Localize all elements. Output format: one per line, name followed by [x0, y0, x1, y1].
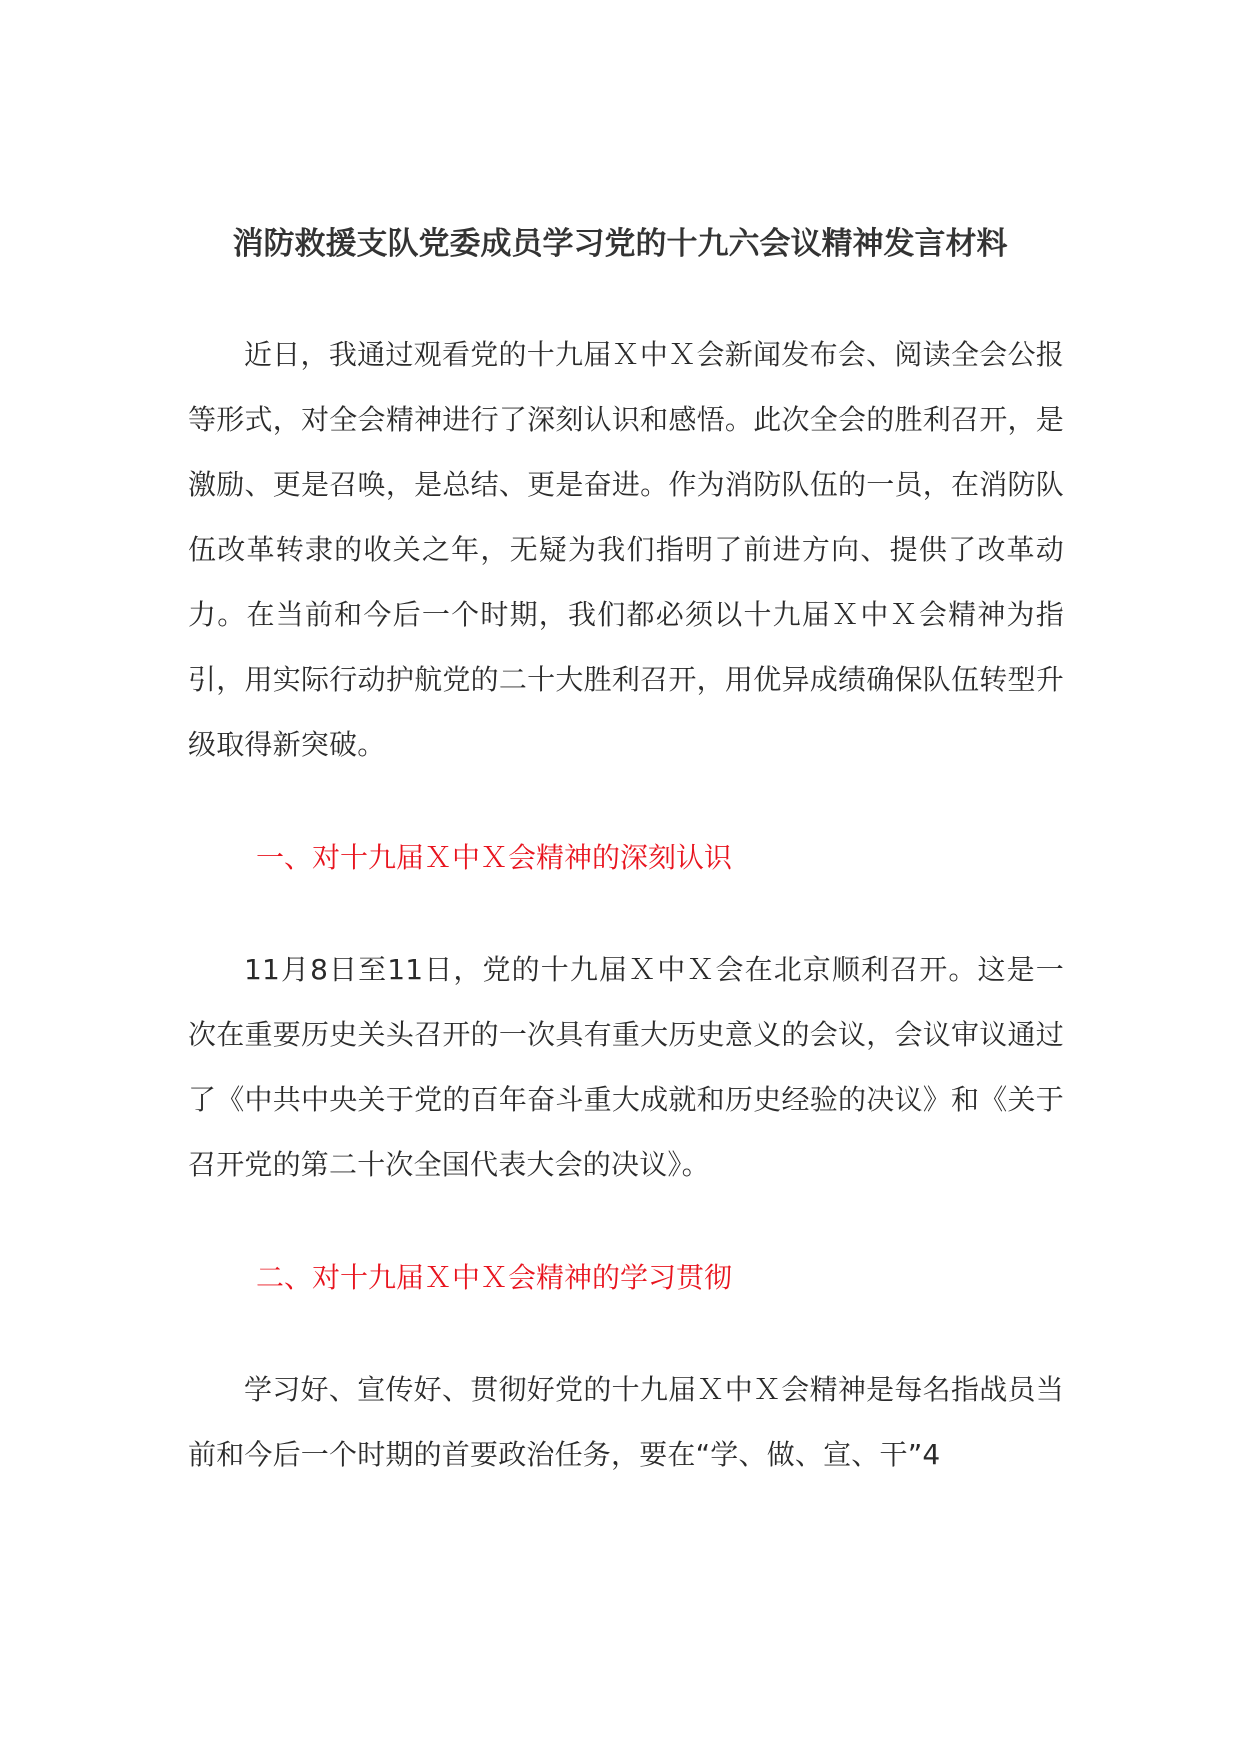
section-heading-1: 一、对十九届Ｘ中Ｘ会精神的深刻认识 [256, 841, 733, 874]
paragraph-section-1: 11月8日至11日，党的十九届Ｘ中Ｘ会在北京顺利召开。这是一次在重要历史关头召开的一次具有重大历史意义的会议，会议审议通过了《中共中央关于党的百年奋斗重大成就和历史经验的决议》和《关于召开党的第二十次全国代表大会的决议》。 [188, 953, 1064, 1181]
paragraph-intro: 近日，我通过观看党的十九届Ｘ中Ｘ会新闻发布会、阅读全会公报等形式，对全会精神进行了深刻认识和感悟。此次全会的胜利召开，是激励、更是召唤，是总结、更是奋进。作为消防队伍的一员，在消防队伍改革转隶的收关之年，无疑为我们指明了前进方向、提供了改革动力。在当前和今后一个时期，我们都必须以十九届Ｘ中Ｘ会精神为指引，用实际行动护航党的二十大胜利召开，用优异成绩确保队伍转型升级取得新突破。 [188, 338, 1064, 761]
paragraph-section-2: 学习好、宣传好、贯彻好党的十九届Ｘ中Ｘ会精神是每名指战员当前和今后一个时期的首要政治任务，要在“学、做、宣、干”4 [188, 1373, 1064, 1471]
section-heading-2: 二、对十九届Ｘ中Ｘ会精神的学习贯彻 [256, 1261, 733, 1294]
document-title: 消防救援支队党委成员学习党的十九六会议精神发言材料 [232, 226, 1008, 262]
